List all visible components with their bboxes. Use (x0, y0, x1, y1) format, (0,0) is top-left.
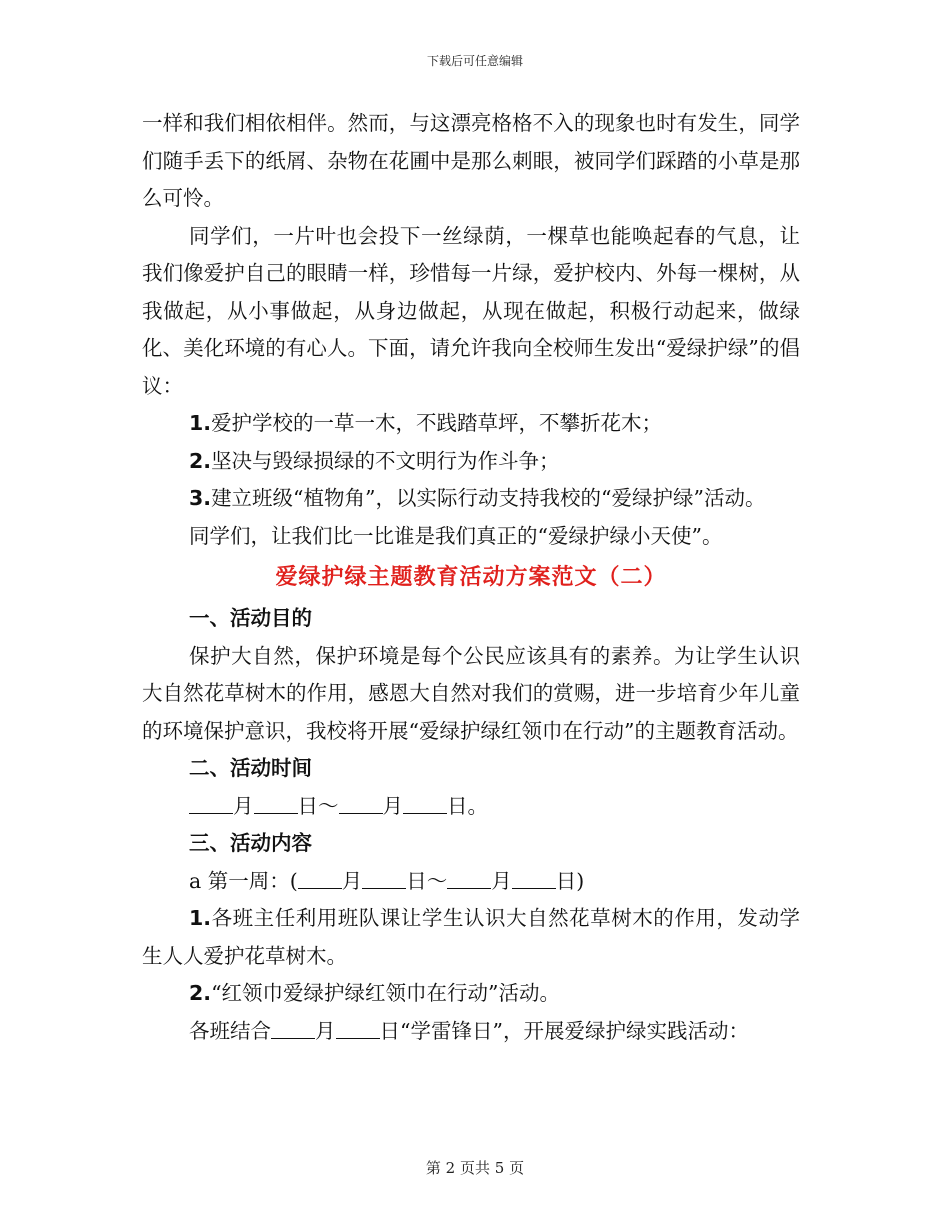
proposal-number: 2. (189, 448, 212, 473)
page-header: 下载后可任意编辑 (426, 54, 523, 68)
proposal-item-3 (142, 480, 800, 518)
blank-field (339, 793, 383, 814)
section-title: 爱绿护绿主题教育活动方案范文（二） (275, 564, 667, 590)
document-body (142, 105, 800, 1050)
closing-paragraph: 同学们，让我们比一比谁是我们真正的“爱绿护绿小天使”。 (189, 523, 723, 548)
item-text: “红领巾爱绿护绿红领巾在行动”活动。 (211, 981, 561, 1005)
proposal-text: 坚决与毁绿损绿的不文明行为作斗争； (211, 448, 560, 473)
blank-field (362, 868, 406, 889)
proposal-text: 爱护学校的一草一木，不践踏草坪，不攀折花木； (211, 411, 663, 435)
paragraph-continuation: 一样和我们相依相伴。然而，与这漂亮格格不入的现象也时有发生，同学们随手丢下的纸屑、杂物在花圃中是那么刺眼，被同学们踩踏的小草是那么可怜。 (142, 111, 800, 210)
proposal-number: 1. (189, 411, 212, 435)
content-item-2 (142, 975, 800, 1013)
heading-content: 三、活动内容 (189, 831, 312, 855)
content-item-1 (142, 900, 800, 975)
blank-field (512, 868, 556, 889)
blank-field (298, 868, 342, 889)
blank-field (271, 1018, 315, 1039)
proposal-item-2 (142, 443, 800, 481)
blank-field (189, 793, 233, 814)
heading-purpose: 一、活动目的 (189, 606, 312, 630)
blank-field (403, 793, 447, 814)
week1-line: a 第一周：( 月 日～ 月 日) (189, 868, 585, 893)
proposal-number: 3. (189, 486, 212, 510)
blank-field (254, 793, 298, 814)
last-line: 各班结合 月 日“学雷锋日”，开展爱绿护绿实践活动： (189, 1018, 749, 1043)
heading-time: 二、活动时间 (189, 756, 312, 780)
proposal-item-1 (142, 405, 800, 443)
time-line: 月 日～ 月 日。 (142, 788, 800, 826)
blank-field (336, 1018, 380, 1039)
item-number: 1. (189, 906, 212, 930)
proposal-text: 建立班级“植物角”，以实际行动支持我校的“爱绿护绿”活动。 (211, 486, 766, 510)
item-number: 2. (189, 981, 212, 1005)
purpose-paragraph: 保护大自然，保护环境是每个公民应该具有的素养。为让学生认识大自然花草树木的作用，感恩大自然对我们的赏赐，进一步培育少年儿童的环境保护意识，我校将开展“爱绿护绿红领巾在行动”的主题教育活动。 (142, 643, 800, 743)
page-footer: 第 2 页共 5 页 (425, 1159, 525, 1177)
paragraph-appeal: 同学们，一片叶也会投下一丝绿荫，一棵草也能唤起春的气息，让我们像爱护自己的眼睛一样，珍惜每一片绿，爱护校内、外每一棵树，从我做起，从小事做起，从身边做起，从现在做起，积极行动起来，做绿化、美化环境的有心人。下面，请允许我向全校师生发出“爱绿护绿”的倡议： (142, 223, 800, 398)
blank-field (447, 868, 491, 889)
item-text: 各班主任利用班队课让学生认识大自然花草树木的作用，发动学生人人爱护花草树木。 (142, 906, 800, 968)
